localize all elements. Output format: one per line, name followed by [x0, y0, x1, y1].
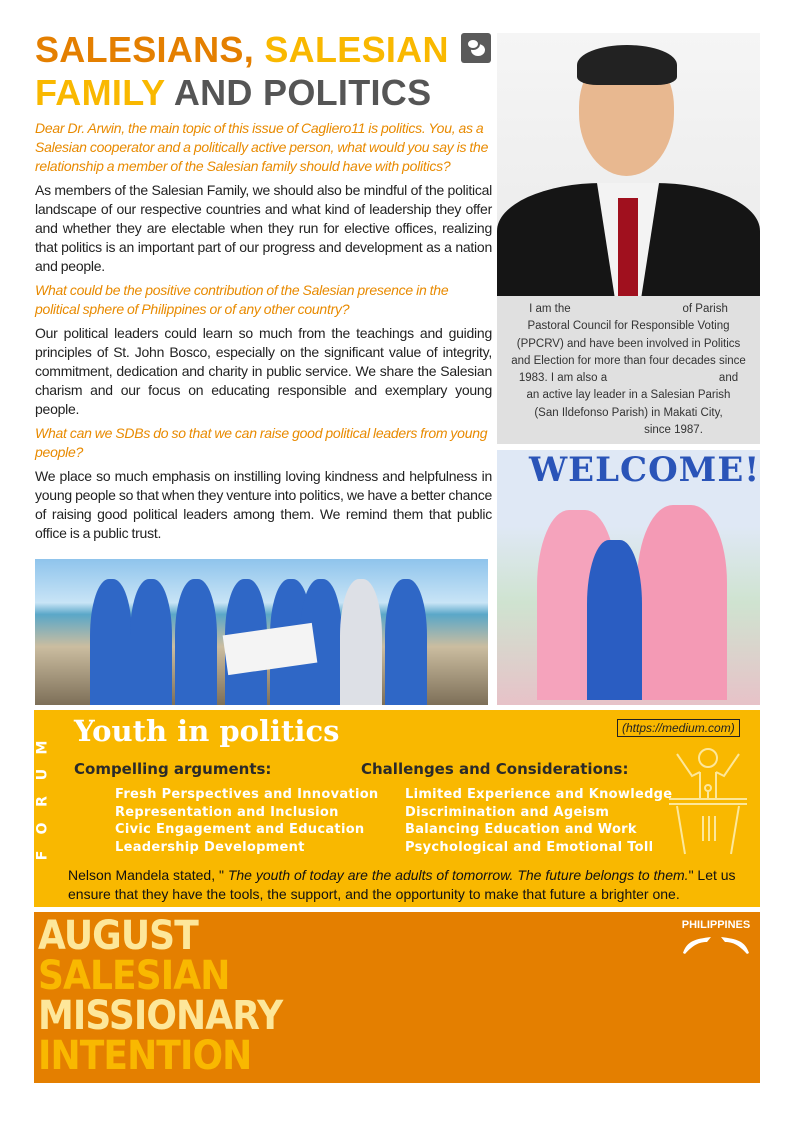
caption-line: (San Ildefonso Parish) in Makati City, [534, 406, 723, 419]
caption-line: and Election for more than four decades since [511, 354, 746, 367]
portrait-photo [497, 33, 760, 296]
list-item: Representation and Inclusion [115, 804, 339, 820]
challenges-list [405, 786, 672, 856]
heading-line: MISSIONARY [38, 993, 283, 1039]
welcome-sign: WELCOME! [529, 450, 760, 490]
page-title [35, 28, 455, 114]
forum-title: Youth in politics [74, 714, 340, 748]
title-part: SALESIANS, [35, 29, 255, 70]
question: What could be the positive contribution of the Salesian presence in the political sphere of Philippines or of any other country? [35, 282, 449, 317]
intention-heading [38, 913, 283, 1079]
question: What can we SDBs do so that we can raise good political leaders from young people? [35, 425, 488, 460]
title-part: FAMILY [35, 72, 165, 113]
forum-letter: F [34, 850, 51, 861]
list-item: Psychological and Emotional Toll [405, 839, 654, 855]
list-item: Fresh Perspectives and Innovation [115, 787, 379, 802]
quote-text: Nelson Mandela stated, " [68, 867, 228, 883]
list-item: Limited Experience and Knowledge [405, 787, 673, 802]
portrait-caption [497, 296, 760, 444]
col2-heading: Challenges and Considerations: [361, 760, 629, 778]
heading-line: SALESIAN [38, 953, 230, 999]
region-logo [681, 919, 751, 958]
beach-group-photo [35, 559, 488, 705]
article-body [35, 119, 492, 548]
region-label: PHILIPPINES [681, 919, 751, 931]
list-item: Civic Engagement and Education [115, 822, 365, 837]
welcome-photo [497, 450, 760, 705]
caption-line: I am the of Parish [529, 303, 728, 315]
answer: We place so much emphasis on instilling loving kindness and helpfulness in young people so that when they venture into politics, we have a better chance of raising good political leaders among them. We remind them that public office is a public trust. [35, 468, 492, 541]
answer: Our political leaders could learn so much from the teachings and guiding principles of St. John Bosco, especially on the significant value of integrity, commitment, dedication and charity in public service. We share the Salesian charism and our focus on educating responsible and exemplary young people. [35, 325, 492, 417]
title-part: SALESIAN [264, 29, 449, 70]
heading-line: AUGUST [38, 913, 198, 959]
heading-line: INTENTION [38, 1033, 252, 1079]
speaker-podium-icon [667, 746, 749, 856]
answer: As members of the Salesian Family, we should also be mindful of the political landscape of our respective countries and what kind of leadership they offer and whether they are electable when they run for elective offices, realizing that politics is an important part of our progress and development as a nation and people. [35, 182, 492, 274]
forum-side-label [34, 734, 58, 869]
hands-logo-icon [681, 931, 751, 955]
list-item: Discrimination and Ageism [405, 804, 610, 820]
list-item: Leadership Development [115, 839, 305, 855]
mandela-quote [68, 866, 758, 904]
title-part: AND POLITICS [173, 72, 432, 113]
question: Dear Dr. Arwin, the main topic of this issue of Cagliero11 is politics. You, as a Salesian cooperator and a politically active person, what would you say is the relationship a member of the Salesian family should have with politics? [35, 120, 489, 174]
caption-line: 1983. I am also a and [518, 372, 739, 385]
forum-letter: R [34, 796, 51, 807]
chat-bubble-icon [461, 33, 491, 63]
caption-line: (PPCRV) and have been involved in Politics [516, 337, 741, 350]
quote-text: " Let us ensure that they have the tools, the support, and the opportunity to make that future a brighter one. [68, 867, 736, 902]
caption-line: since 1987. [644, 424, 703, 437]
caption-line: an active lay leader in a Salesian Parish [526, 389, 731, 402]
source-link[interactable]: (https://medium.com) [617, 719, 740, 737]
caption-line: Pastoral Council for Responsible Voting [527, 320, 730, 333]
forum-letter: O [34, 822, 51, 835]
arguments-list [115, 786, 378, 856]
forum-letter: M [34, 740, 51, 755]
forum-section [34, 710, 760, 907]
missionary-intention-banner [34, 912, 760, 1083]
list-item: Balancing Education and Work [405, 822, 637, 837]
col1-heading: Compelling arguments: [74, 760, 272, 778]
quote-italic: The youth of today are the adults of tomorrow. The future belongs to them. [227, 867, 689, 883]
forum-letter: U [34, 768, 51, 781]
